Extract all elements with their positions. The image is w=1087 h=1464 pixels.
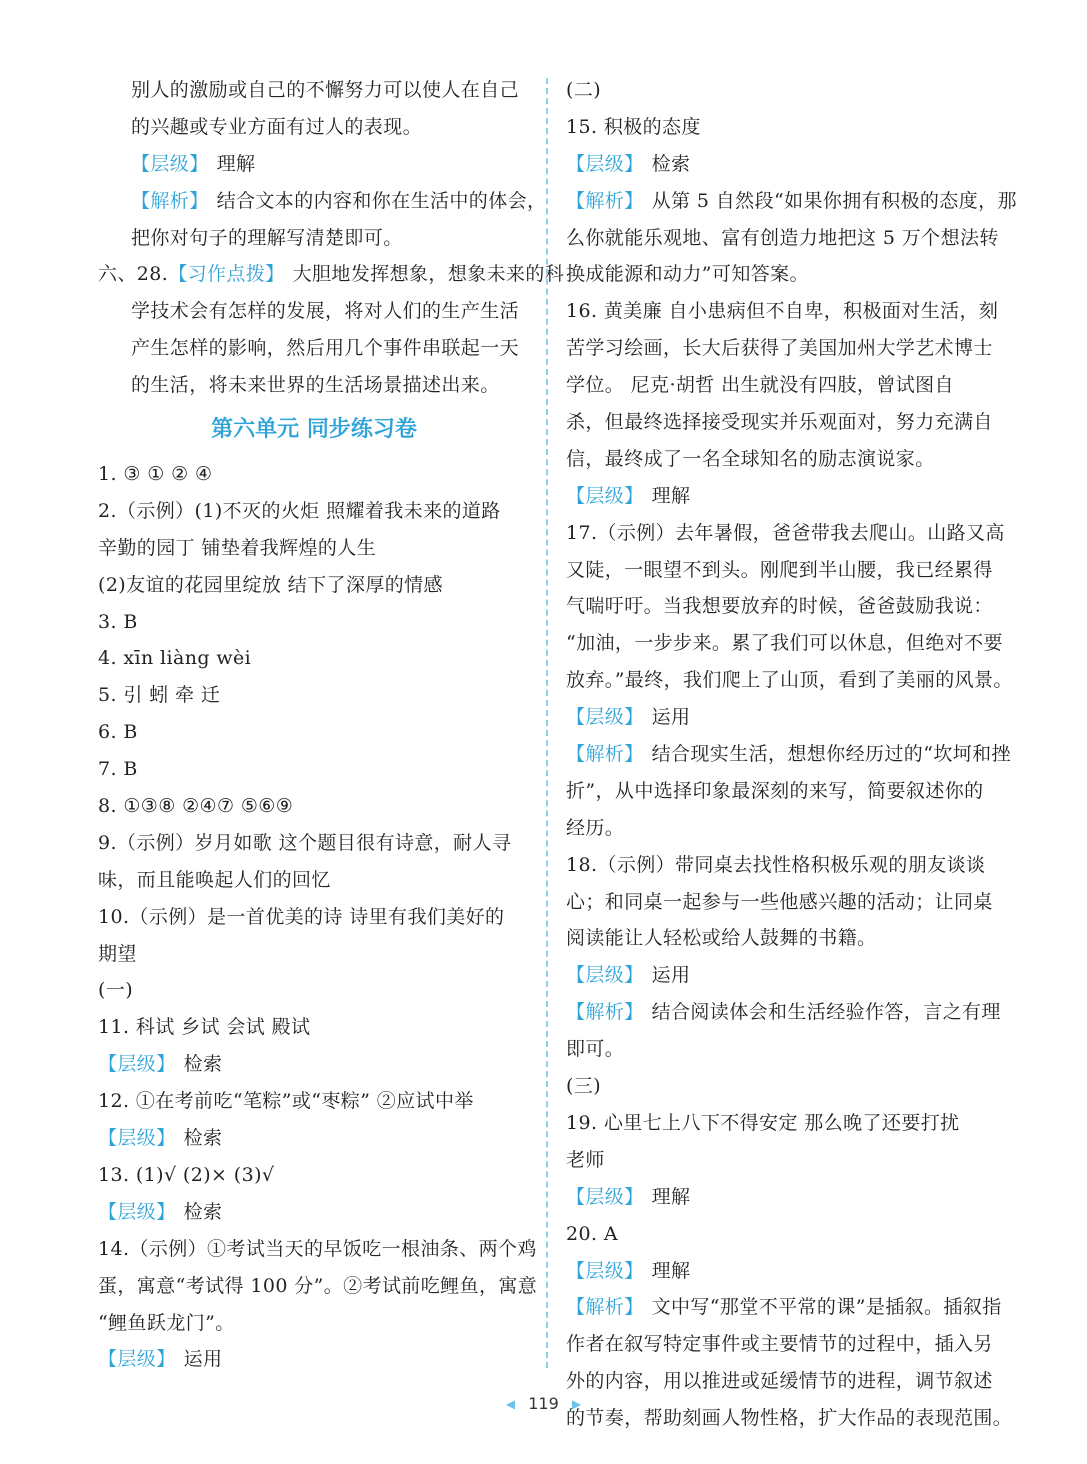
text-line: 学技术会有怎样的发展，将对人们的生产生活: [131, 300, 520, 323]
text-line: 的生活，将未来世界的生活场景描述出来。: [131, 374, 500, 397]
tagged-line: [98, 1120, 530, 1157]
text-line: 气喘吁吁。当我想要放弃的时候，爸爸鼓励我说：: [566, 595, 993, 618]
tagged-line: [566, 478, 998, 515]
page-footer: [0, 1394, 1087, 1413]
text-line: 9.（示例）岁月如歌 这个题目很有诗意，耐人寻: [98, 831, 512, 854]
line-text: 理解: [651, 1259, 691, 1282]
line-text: 结合阅读体会和生活经验作答，言之有理: [651, 1001, 1001, 1024]
level-tag: 【层级】: [566, 484, 644, 507]
level-tag: 【解析】: [131, 189, 209, 212]
text-line: 苦学习绘画，长大后获得了美国加州大学艺术博士: [566, 337, 993, 360]
line-text: 理解: [651, 484, 691, 507]
tagged-line: [566, 1179, 998, 1216]
tagged-line: [566, 146, 998, 183]
text-line: 信，最终成了一名全球知名的励志演说家。: [566, 447, 935, 470]
left-column: [98, 72, 565, 1378]
line-text: 检索: [183, 1200, 223, 1223]
text-line: 16. 黄美廉 自小患病但不自卑，积极面对生活，刻: [566, 300, 999, 323]
text-line: 折”，从中选择印象最深刻的来写，简要叙述你的: [566, 779, 984, 802]
level-tag: 【层级】: [566, 964, 644, 987]
text-line: 2.（示例）(1)不灭的火炬 照耀着我未来的道路: [98, 499, 501, 522]
level-tag: 【层级】: [566, 1185, 644, 1208]
text-line: 17.（示例）去年暑假，爸爸带我去爬山。山路又高: [566, 521, 1005, 544]
level-tag: 【解析】: [566, 189, 644, 212]
text-line: “加油，一步步来。累了我们可以休息，但绝对不要: [566, 632, 1003, 655]
text-line: 6. B: [98, 721, 138, 744]
tagged-line: [98, 1046, 530, 1083]
text-line: 期望: [98, 942, 137, 965]
text-line: 把你对句子的理解写清楚即可。: [131, 226, 403, 249]
text-line: 又陡，一眼望不到头。刚爬到半山腰，我已经累得: [566, 558, 993, 581]
text-line: 外的内容，用以推进或延缓情节的进程，调节叙述: [566, 1370, 993, 1393]
tagged-line: [98, 1194, 530, 1231]
level-tag: 【层级】: [566, 706, 644, 729]
text-line: (二): [566, 79, 602, 101]
text-line: 蛋，寓意“考试得 100 分”。②考试前吃鲤鱼，寓意: [98, 1274, 538, 1297]
text-line: 辛勤的园丁 铺垫着我辉煌的人生: [98, 536, 377, 559]
text-line: 13. (1)√ (2)× (3)√: [98, 1163, 275, 1186]
tagged-line: [566, 1253, 998, 1290]
text-line: 换成能源和动力”可知答案。: [566, 263, 809, 286]
text-line: (2)友谊的花园里绽放 结下了深厚的情感: [98, 573, 443, 596]
text-line: 放弃。”最终，我们爬上了山顶，看到了美丽的风景。: [566, 669, 1013, 692]
text-line: 18.（示例）带同桌去找性格积极乐观的朋友谈谈: [566, 853, 986, 876]
text-line: 杀，但最终选择接受现实并乐观面对，努力充满自: [566, 411, 993, 434]
text-line: 产生怎样的影响，然后用几个事件串联起一天: [131, 337, 520, 360]
text-line: 4. xīn liàng wèi: [98, 647, 252, 670]
line-text: 文中写“那堂不平常的课”是插叙。插叙指: [651, 1296, 1002, 1319]
tagged-line: [566, 994, 1001, 1031]
tagged-line: [98, 183, 547, 220]
text-line: 学位。 尼克·胡哲 出生就没有四肢，曾试图自: [566, 374, 954, 397]
text-line: 14.（示例）①考试当天的早饭吃一根油条、两个鸡: [98, 1237, 537, 1260]
line-text: 检索: [183, 1053, 223, 1076]
level-tag: 【层级】: [566, 1259, 644, 1282]
level-tag: 【层级】: [566, 152, 644, 175]
level-tag: 【解析】: [566, 1296, 644, 1319]
text-line: 7. B: [98, 758, 138, 781]
level-tag: 【层级】: [98, 1200, 176, 1223]
text-line: 19. 心里七上八下不得安定 那么晚了还要打扰: [566, 1111, 960, 1134]
text-line: (三): [566, 1075, 602, 1098]
text-line: 即可。: [566, 1038, 625, 1061]
level-tag: 【解析】: [566, 1001, 644, 1024]
line-text: 检索: [651, 152, 691, 175]
text-line: 阅读能让人轻松或给人鼓舞的书籍。: [566, 927, 877, 950]
level-tag: 【层级】: [131, 152, 209, 175]
level-tag: 【层级】: [98, 1127, 176, 1150]
tagged-line: [98, 1341, 530, 1378]
text-line: 20. A: [566, 1222, 618, 1245]
level-tag: 【层级】: [98, 1348, 176, 1371]
left-arrow-icon: ◀: [505, 1397, 516, 1411]
text-line: 8. ①③⑧ ②④⑦ ⑤⑥⑨: [98, 795, 294, 818]
line-text: 运用: [651, 706, 691, 729]
column-divider: [546, 78, 548, 1368]
right-column: [566, 72, 1017, 1437]
text-line: 15. 积极的态度: [566, 115, 701, 138]
text-line: 的兴趣或专业方面有过人的表现。: [131, 115, 423, 138]
tagged-line: [566, 183, 1017, 220]
line-text: 结合文本的内容和你在生活中的体会，: [216, 189, 547, 212]
text-line: 别人的激励或自己的不懈努力可以使人在自己: [131, 79, 520, 101]
text-line: 味，而且能唤起人们的回忆: [98, 868, 331, 891]
page-number: 119: [528, 1394, 559, 1413]
level-tag: 【解析】: [566, 743, 644, 766]
text-line: 作者在叙写特定事件或主要情节的过程中，插入另: [566, 1333, 993, 1356]
tagged-line: [566, 1289, 1002, 1326]
text-line: 11. 科试 乡试 会试 殿试: [98, 1016, 311, 1039]
text-line: (一): [98, 979, 134, 1002]
text-line: 10.（示例）是一首优美的诗 诗里有我们美好的: [98, 905, 505, 928]
text-line: 的节奏，帮助刻画人物性格，扩大作品的表现范围。: [566, 1407, 1013, 1430]
text-line: 么你就能乐观地、富有创造力地把这 5 万个想法转: [566, 226, 999, 249]
section-heading: 第六单元 同步练习卷: [211, 417, 417, 443]
text-line: 12. ①在考前吃“笔粽”或“枣粽” ②应试中举: [98, 1090, 474, 1113]
text-line: 经历。: [566, 816, 625, 839]
item-number: 六、28.: [98, 263, 169, 286]
tagged-line: [566, 957, 998, 994]
level-tag: 【层级】: [98, 1053, 176, 1076]
line-text: 运用: [651, 964, 691, 987]
text-line: “鲤鱼跃龙门”。: [98, 1311, 235, 1334]
text-line: 心；和同桌一起参与一些他感兴趣的活动；让同桌: [566, 890, 993, 913]
line-text: 理解: [651, 1185, 691, 1208]
line-text: 从第 5 自然段“如果你拥有积极的态度，那: [651, 189, 1017, 212]
tagged-line: [566, 699, 998, 736]
text-line: 1. ③ ① ② ④: [98, 463, 213, 486]
tagged-line: [98, 146, 530, 183]
text-line: 3. B: [98, 610, 138, 633]
tagged-line: [98, 256, 565, 293]
line-text: 大胆地发挥想象，想象未来的科: [292, 263, 565, 286]
level-tag: 【习作点拨】: [168, 263, 285, 286]
line-text: 运用: [183, 1348, 223, 1371]
tagged-line: [566, 736, 1011, 773]
text-line: 老师: [566, 1148, 605, 1171]
right-arrow-icon: ▶: [571, 1397, 582, 1411]
line-text: 检索: [183, 1127, 223, 1150]
line-text: 理解: [216, 152, 256, 175]
text-line: 5. 引 蚓 牵 迁: [98, 684, 221, 707]
line-text: 结合现实生活，想想你经历过的“坎坷和挫: [651, 743, 1011, 766]
